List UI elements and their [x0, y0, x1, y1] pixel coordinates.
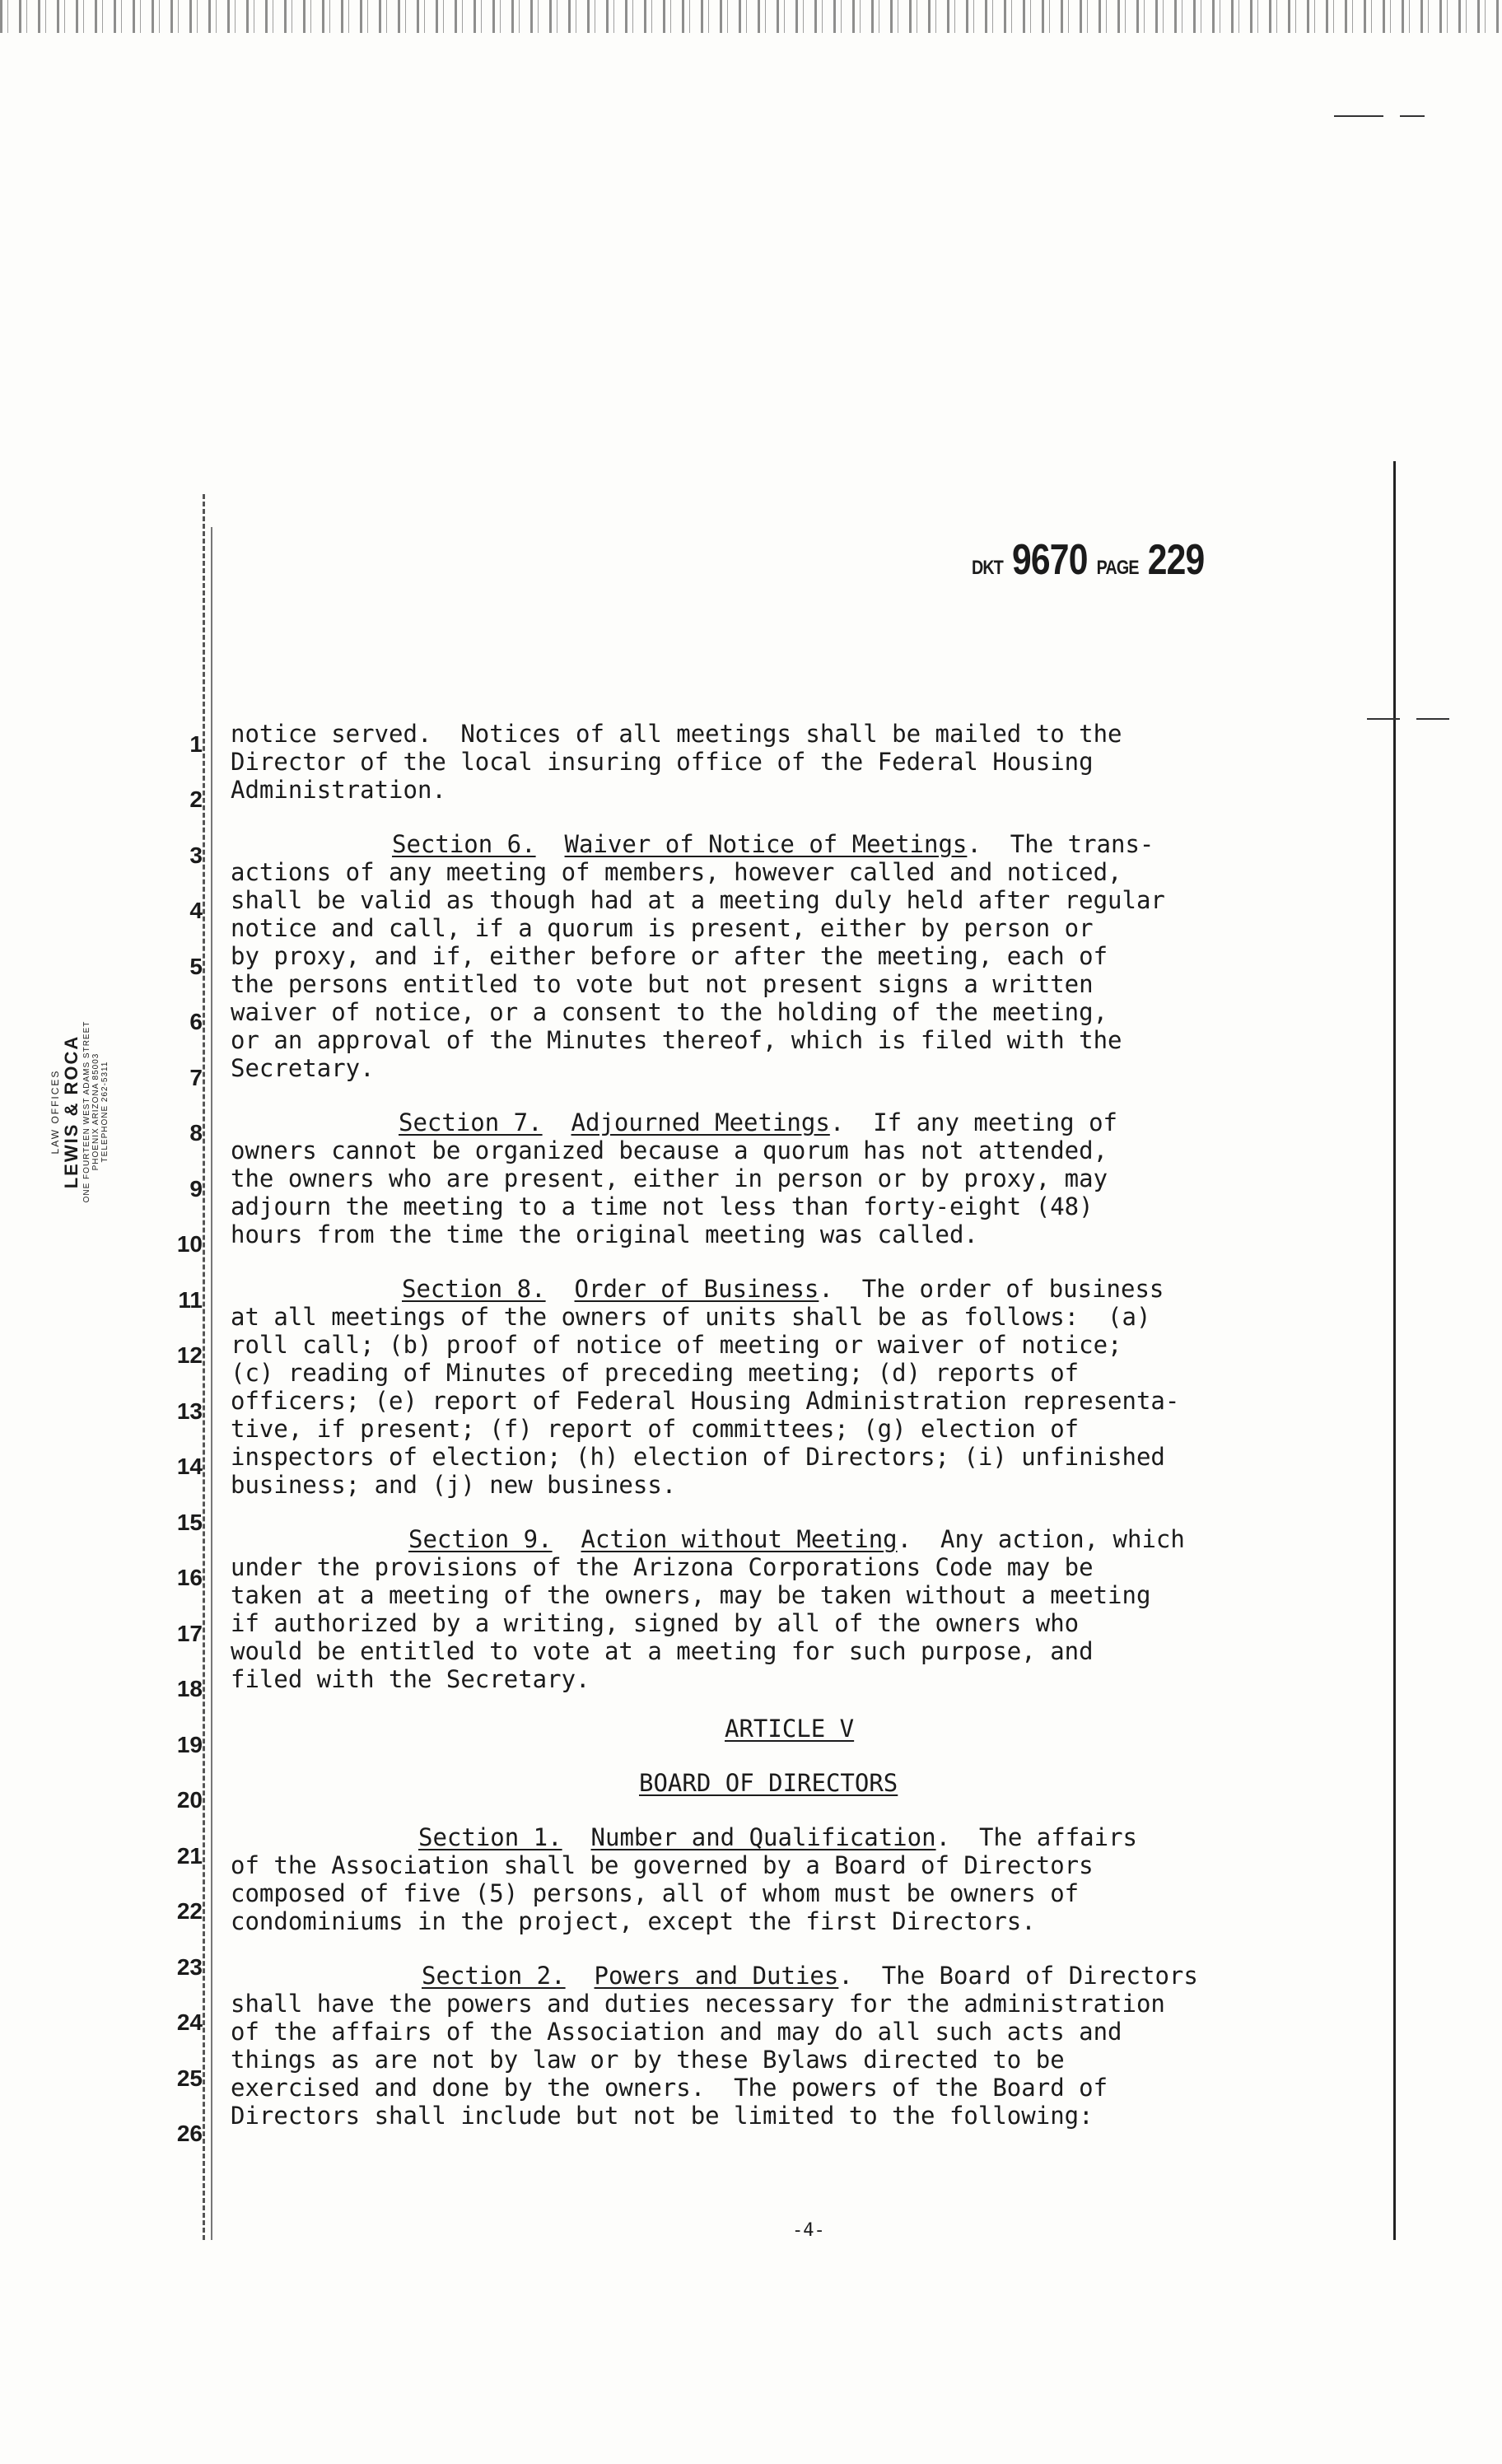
article-number-text: ARTICLE V: [725, 1715, 855, 1743]
law-firm-city: PHOENIX ARIZONA 85003: [91, 1052, 100, 1171]
article-title: [639, 1769, 898, 1797]
scan-mark: [1334, 115, 1383, 117]
text-line: Administration.: [231, 776, 446, 804]
section-title: Adjourned Meetings: [571, 1108, 830, 1136]
text-line: taken at a meeting of the owners, may be taken without a meeting: [231, 1581, 1151, 1609]
section-8-heading: [402, 1275, 1164, 1303]
text-line: things as are not by law or by these Bylaws directed to be: [231, 2046, 1065, 2074]
text-line: owners cannot be organized because a quorum has not attended,: [231, 1136, 1108, 1164]
right-margin-rule: [1393, 461, 1396, 2240]
text-line: exercised and done by the owners. The powers of the Board of: [231, 2074, 1108, 2102]
text-line: at all meetings of the owners of units shall be as follows: (a): [231, 1303, 1151, 1331]
line-number: 11: [178, 1287, 203, 1313]
text-line: waiver of notice, or a consent to the holding of the meeting,: [231, 998, 1108, 1026]
page-footer-number: -4-: [792, 2220, 825, 2241]
section-lead-text: . If any meeting of: [829, 1108, 1118, 1136]
text-line: the owners who are present, either in person or by proxy, may: [231, 1164, 1108, 1192]
line-number: 25: [176, 2065, 203, 2091]
line-number: 23: [176, 1954, 203, 1980]
line-number: 9: [189, 1176, 203, 1202]
article-5-section-1-heading: [418, 1823, 1137, 1851]
article-number: [725, 1715, 854, 1743]
law-firm-name: LEWIS & ROCA: [61, 1034, 82, 1189]
line-number: 14: [176, 1454, 203, 1479]
text-line: hours from the time the original meeting was called.: [231, 1220, 978, 1248]
law-office-imprint: [49, 955, 110, 1268]
line-number: 4: [189, 898, 203, 923]
text-line: business; and (j) new business.: [231, 1471, 677, 1499]
section-title: Action without Meeting: [581, 1525, 898, 1553]
page-label: PAGE: [1096, 557, 1139, 579]
law-office-label: LAW OFFICES: [49, 1069, 61, 1155]
line-number: 5: [189, 954, 203, 979]
line-number: 19: [176, 1732, 203, 1757]
section-number: Section 7.: [399, 1108, 543, 1136]
section-lead-text: . The Board of Directors: [838, 1962, 1198, 1990]
text-line: of the affairs of the Association and may do all such acts and: [231, 2018, 1122, 2046]
section-lead-text: . The trans-: [967, 830, 1154, 858]
book-page-stamp: [972, 535, 1204, 585]
book-prefix: DKT: [972, 557, 1003, 579]
scan-noise-top: [0, 0, 1502, 33]
section-9-heading: [408, 1525, 1185, 1553]
left-margin-rule-inner: [211, 527, 212, 2240]
section-lead-text: . Any action, which: [897, 1525, 1185, 1553]
text-line: by proxy, and if, either before or after the meeting, each of: [231, 942, 1108, 970]
page-number: 229: [1147, 536, 1205, 584]
text-line: inspectors of election; (h) election of Directors; (i) unfinished: [231, 1443, 1165, 1471]
section-title: Order of Business: [574, 1275, 819, 1303]
text-line: notice and call, if a quorum is present, either by person or: [231, 914, 1094, 942]
text-line: adjourn the meeting to a time not less than forty-eight (48): [231, 1192, 1094, 1220]
section-title: Number and Qualification: [590, 1823, 936, 1851]
law-firm-phone: TELEPHONE 262-5311: [100, 1061, 110, 1163]
section-number: Section 8.: [402, 1275, 546, 1303]
text-line: of the Association shall be governed by a Board of Directors: [231, 1851, 1094, 1879]
text-line: actions of any meeting of members, however called and noticed,: [231, 858, 1122, 886]
line-number: 2: [189, 786, 203, 812]
text-line: or an approval of the Minutes thereof, which is filed with the: [231, 1026, 1122, 1054]
line-number: 12: [176, 1342, 203, 1368]
left-margin-rule: [203, 494, 205, 2240]
line-number: 21: [176, 1843, 203, 1869]
line-number: 3: [189, 842, 203, 868]
text-line: condominiums in the project, except the first Directors.: [231, 1907, 1036, 1935]
text-line: shall have the powers and duties necessary for the administration: [231, 1990, 1165, 2018]
line-number: 13: [176, 1398, 203, 1424]
line-number: 10: [176, 1231, 203, 1257]
line-number: 8: [189, 1120, 203, 1146]
line-number: 20: [176, 1787, 203, 1813]
text-line: filed with the Secretary.: [231, 1665, 590, 1693]
line-number: 24: [176, 2009, 203, 2035]
line-number: 16: [176, 1565, 203, 1590]
text-line: Director of the local insuring office of the Federal Housing: [231, 748, 1094, 776]
line-number: 7: [189, 1065, 203, 1090]
text-line: notice served. Notices of all meetings shall be mailed to the: [231, 720, 1122, 748]
book-number: 9670: [1012, 536, 1088, 584]
scan-mark: [1400, 115, 1425, 117]
line-number: 18: [176, 1676, 203, 1701]
article-title-text: BOARD OF DIRECTORS: [639, 1769, 898, 1797]
text-line: Directors shall include but not be limited to the following:: [231, 2102, 1094, 2130]
text-line: would be entitled to vote at a meeting for such purpose, and: [231, 1637, 1094, 1665]
line-number: 15: [176, 1510, 203, 1535]
text-line: if authorized by a writing, signed by all of the owners who: [231, 1609, 1080, 1637]
section-title: Waiver of Notice of Meetings: [564, 830, 968, 858]
section-number: Section 1.: [418, 1823, 562, 1851]
scan-mark: [1416, 718, 1449, 720]
line-number: 17: [176, 1621, 203, 1646]
text-line: shall be valid as though had at a meeting duly held after regular: [231, 886, 1165, 914]
text-line: officers; (e) report of Federal Housing Administration representa-: [231, 1387, 1180, 1415]
text-line: composed of five (5) persons, all of whom must be owners of: [231, 1879, 1080, 1907]
scan-mark: [1367, 718, 1400, 720]
section-number: Section 6.: [392, 830, 536, 858]
section-title: Powers and Duties: [594, 1962, 839, 1990]
section-7-heading: [399, 1108, 1117, 1136]
line-number: 22: [176, 1898, 203, 1924]
section-number: Section 9.: [408, 1525, 553, 1553]
section-number: Section 2.: [422, 1962, 566, 1990]
text-line: tive, if present; (f) report of committees; (g) election of: [231, 1415, 1080, 1443]
article-5-section-2-heading: [422, 1962, 1198, 1990]
text-line: under the provisions of the Arizona Corporations Code may be: [231, 1553, 1094, 1581]
text-line: the persons entitled to vote but not present signs a written: [231, 970, 1094, 998]
section-lead-text: . The order of business: [819, 1275, 1164, 1303]
text-line: roll call; (b) proof of notice of meeting or waiver of notice;: [231, 1331, 1122, 1359]
law-firm-address: ONE FOURTEEN WEST ADAMS STREET: [82, 1020, 91, 1203]
line-number: 6: [189, 1009, 203, 1034]
section-6-heading: [392, 830, 1154, 858]
section-lead-text: . The affairs: [935, 1823, 1137, 1851]
text-line: (c) reading of Minutes of preceding meeting; (d) reports of: [231, 1359, 1080, 1387]
line-number: 26: [176, 2121, 203, 2146]
line-number: 1: [189, 731, 203, 757]
text-line: Secretary.: [231, 1054, 375, 1082]
